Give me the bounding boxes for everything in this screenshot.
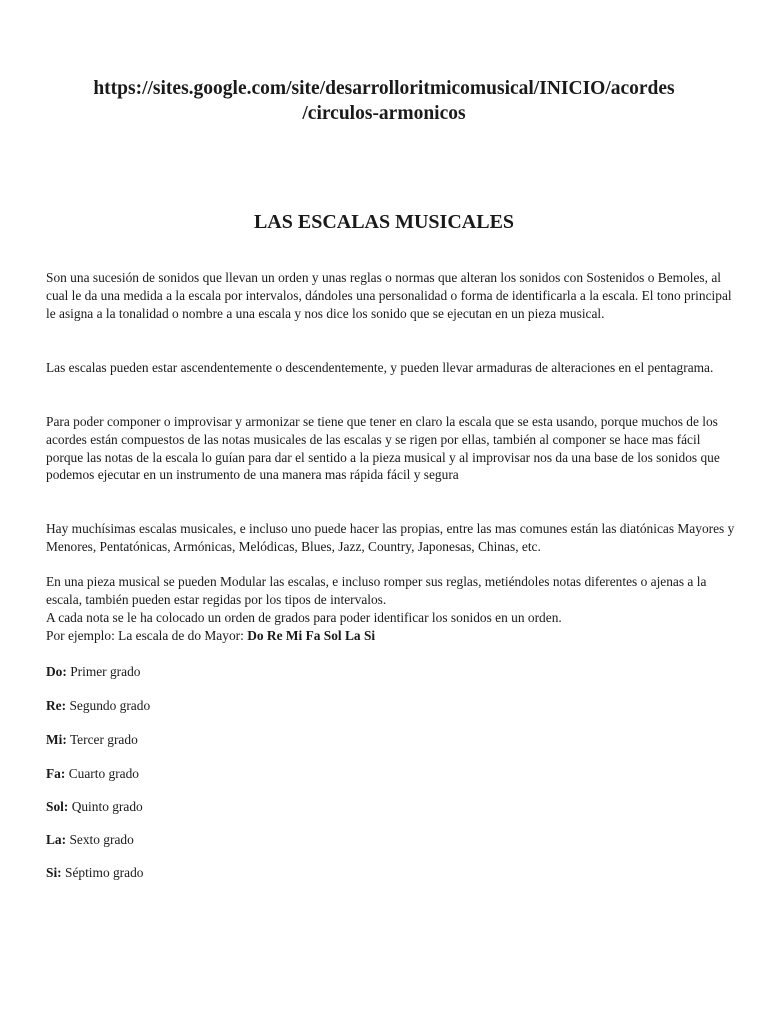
paragraph-example: [46, 627, 736, 645]
grade-note: La:: [46, 832, 67, 847]
grade-note: Do:: [46, 664, 67, 679]
grade-label: Cuarto grado: [68, 766, 139, 781]
paragraph-direction: Las escalas pueden estar ascendentemente o descendentemente, y pueden llevar armaduras de alteraciones en el pentagrama.: [46, 360, 714, 375]
source-url-line-1[interactable]: https://sites.google.com/site/desarrolloritmicomusical/INICIO/acordes: [93, 78, 675, 99]
paragraph-composition: Para poder componer o improvisar y armonizar se tiene que tener en claro la escala que se esta usando, porque muchos de los acordes están compuestos de las notas musicales de las escalas y se rigen por ellas, también al componer se hace mas fácil porque las notas de la escala lo guían para dar el sentido a la pieza musical y al improvisar nos da una base de los sonidos que podemos ejecutar en un instrumento de una manera mas rápida fácil y segura: [46, 414, 720, 483]
paragraph-modulation: En una pieza musical se pueden Modular las escalas, e incluso romper sus reglas, metiéndoles notas diferentes o ajenas a la escala, también pueden estar regidas por los tipos de intervalos.: [46, 574, 707, 607]
paragraph-scale-types: Hay muchísimas escalas musicales, e incluso uno puede hacer las propias, entre las mas comunes están las diatónicas Mayores y Menores, Pentatónicas, Armónicas, Melódicas, Blues, Jazz, Country, Japonesas, Chinas, etc.: [46, 521, 735, 554]
paragraph-definition: Son una sucesión de sonidos que llevan un orden y unas reglas o normas que alteran los sonidos con Sostenidos o Bemoles, al cual le da una medida a la escala por intervalos, dándoles una personalidad o forma de identificarla a la escala. El tono principal le asigna a la tonalidad o nombre a una escala y nos dice los sonido que se ejecutan en un pieza musical.: [46, 270, 732, 321]
grade-note: Re:: [46, 698, 67, 713]
example-notes: Do Re Mi Fa Sol La Si: [247, 628, 376, 643]
grade-note: Sol:: [46, 799, 69, 814]
grade-item-sol: [46, 798, 143, 816]
grade-label: Primer grado: [70, 664, 141, 679]
grade-item-la: [46, 831, 134, 849]
grade-label: Segundo grado: [69, 698, 151, 713]
grade-label: Tercer grado: [69, 732, 138, 747]
grade-note: Mi:: [46, 732, 67, 747]
example-prefix: Por ejemplo: La escala de do Mayor:: [46, 628, 244, 643]
source-url-line-2[interactable]: /circulos-armonicos: [302, 103, 466, 124]
grade-label: Séptimo grado: [65, 865, 144, 880]
grade-item-do: [46, 663, 140, 681]
grade-item-si: [46, 864, 143, 882]
page-title: LAS ESCALAS MUSICALES: [253, 211, 515, 233]
grade-note: Fa:: [46, 766, 66, 781]
grade-item-re: [46, 697, 150, 715]
grade-item-mi: [46, 731, 138, 749]
grade-label: Quinto grado: [71, 799, 143, 814]
grade-note: Si:: [46, 865, 62, 880]
grade-label: Sexto grado: [69, 832, 134, 847]
grade-item-fa: [46, 765, 139, 783]
paragraph-grades-intro: A cada nota se le ha colocado un orden de grados para poder identificar los sonidos en un orden.: [46, 610, 562, 625]
source-url[interactable]: [30, 76, 738, 126]
